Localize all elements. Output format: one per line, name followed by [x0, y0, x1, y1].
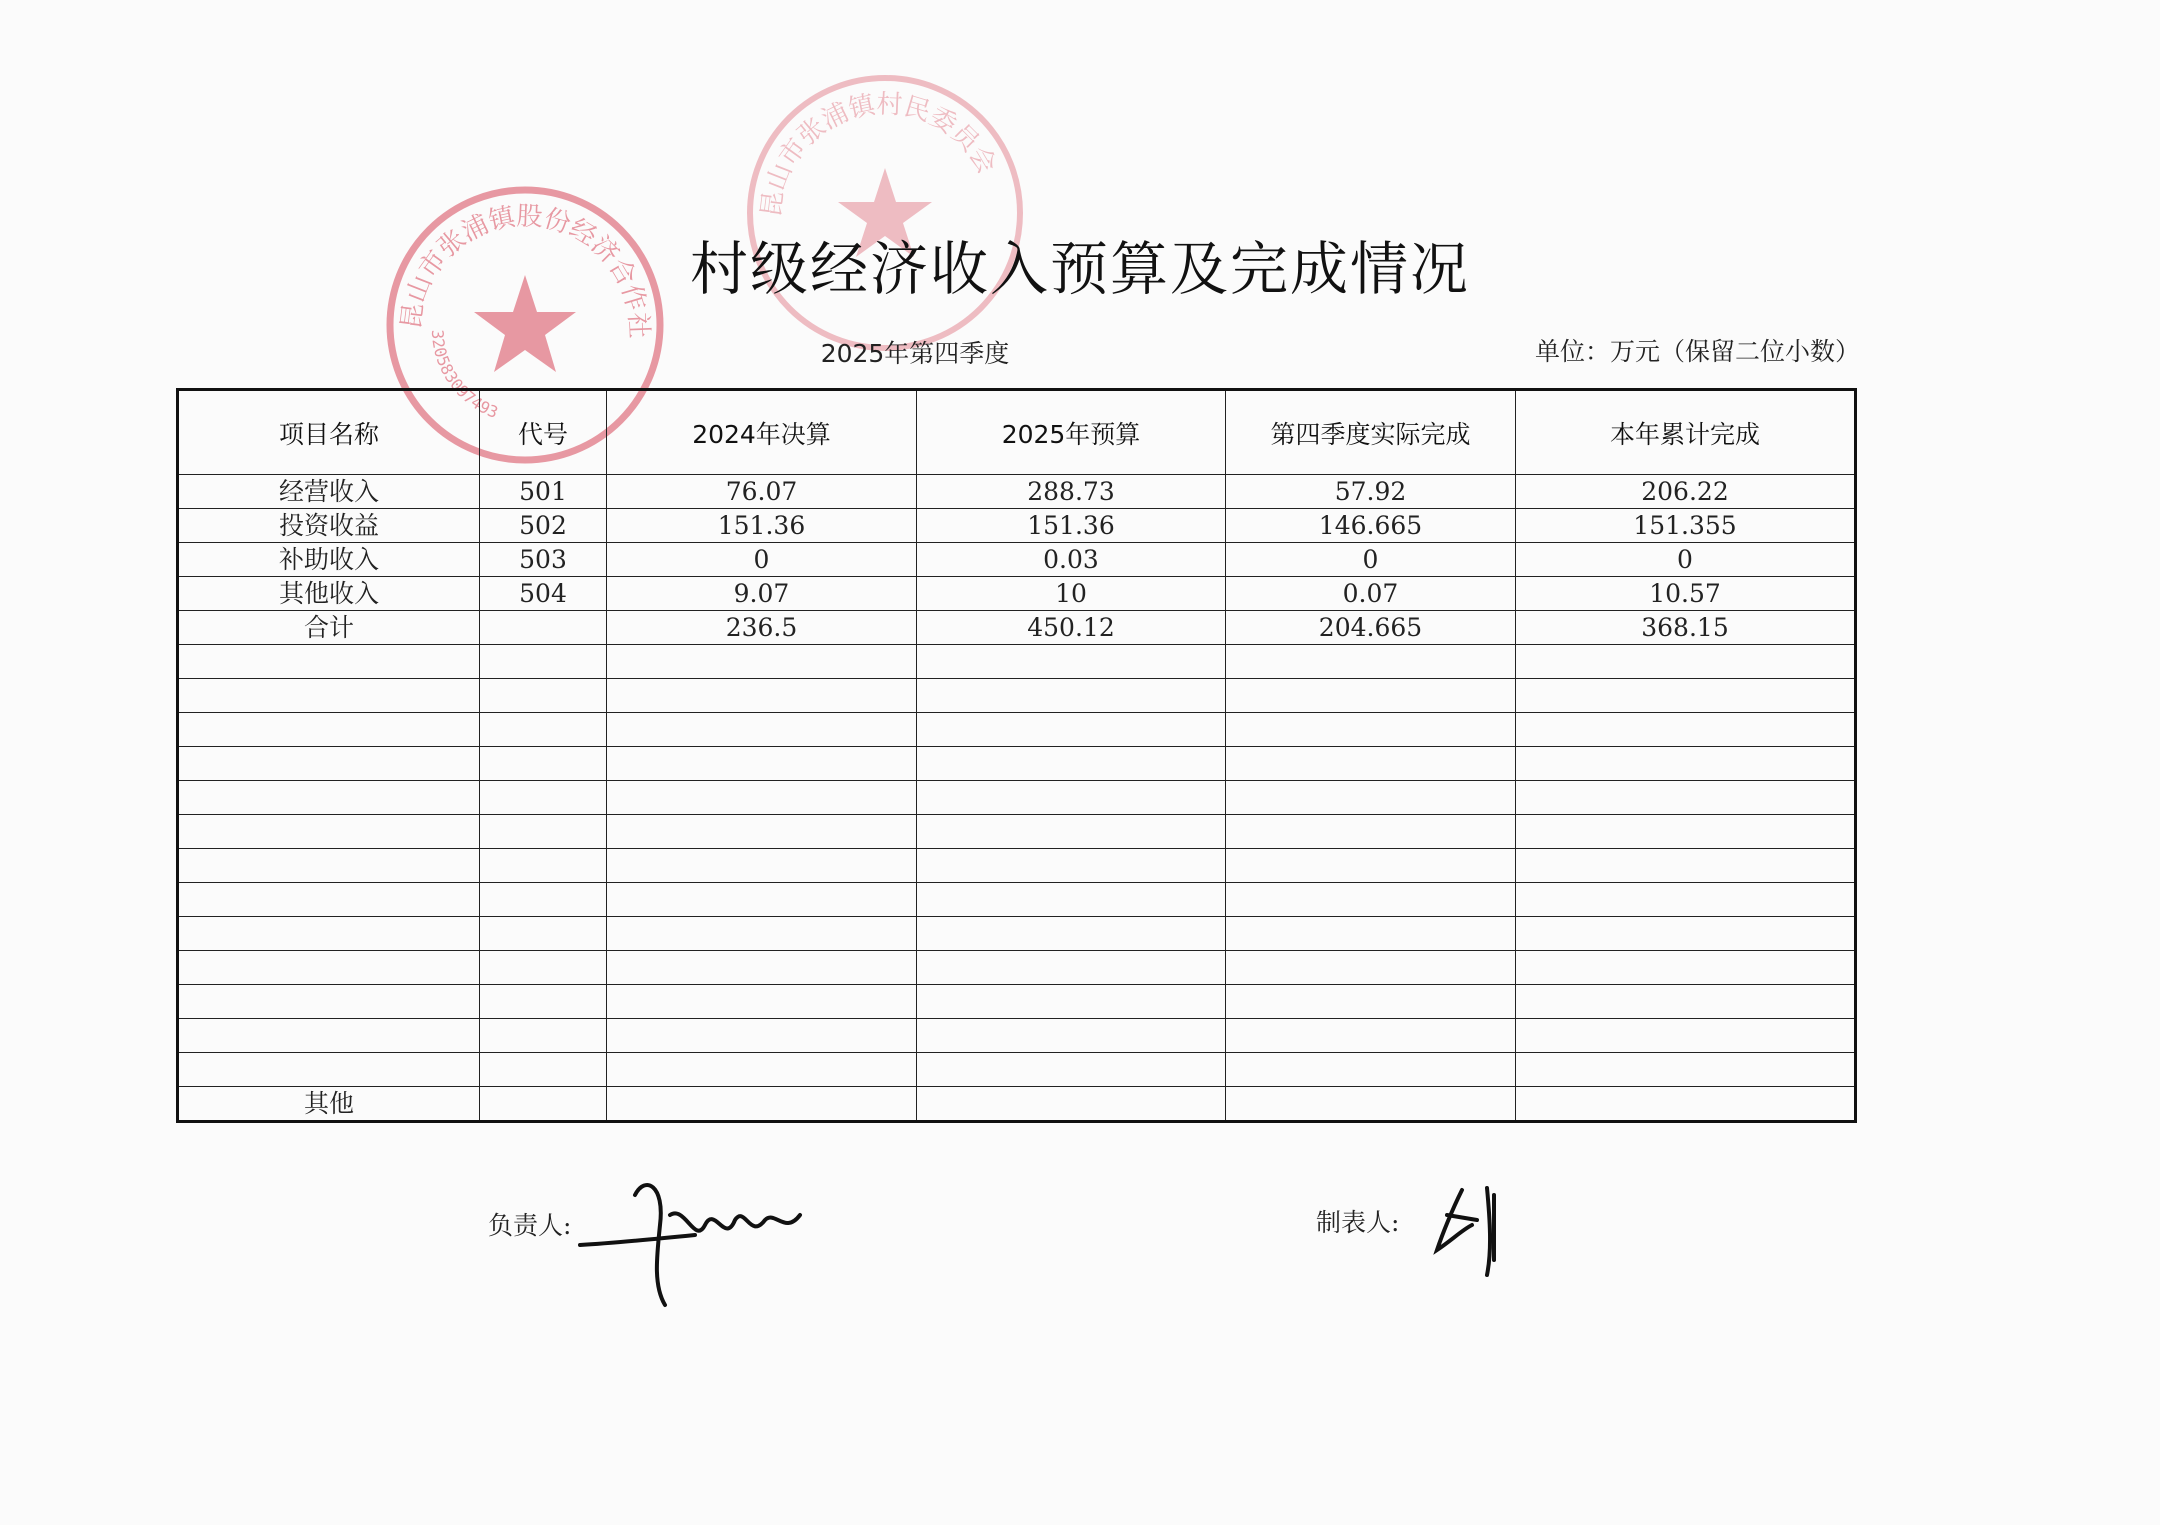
- empty-cell: [917, 849, 1226, 883]
- empty-cell: [607, 679, 917, 713]
- cell-q4-actual: 57.92: [1226, 475, 1516, 509]
- header-item-name: 项目名称: [178, 390, 480, 475]
- empty-cell: [917, 645, 1226, 679]
- empty-cell: [1516, 713, 1856, 747]
- cell-budget-2025: 288.73: [917, 475, 1226, 509]
- empty-cell: [917, 1053, 1226, 1087]
- cell-ytd-actual: 10.57: [1516, 577, 1856, 611]
- empty-cell: [1226, 645, 1516, 679]
- empty-cell: [607, 1053, 917, 1087]
- empty-cell: [607, 1087, 917, 1122]
- table-body: [178, 475, 1856, 1122]
- header-code: 代号: [480, 390, 607, 475]
- empty-cell: [917, 1087, 1226, 1122]
- empty-cell: [917, 713, 1226, 747]
- empty-cell: [480, 679, 607, 713]
- empty-table-row: [178, 1019, 1856, 1053]
- empty-cell: [1226, 883, 1516, 917]
- empty-cell: [1516, 1053, 1856, 1087]
- empty-cell: [917, 781, 1226, 815]
- empty-table-row: [178, 849, 1856, 883]
- empty-cell: [1516, 917, 1856, 951]
- empty-cell: [1516, 849, 1856, 883]
- cell-item-name: 经营收入: [178, 475, 480, 509]
- table-row: [178, 611, 1856, 645]
- cell-q4-actual: 146.665: [1226, 509, 1516, 543]
- empty-cell: [480, 1053, 607, 1087]
- income-budget-table: [176, 388, 1857, 1123]
- empty-cell: [607, 883, 917, 917]
- empty-cell: [1226, 781, 1516, 815]
- empty-table-row: [178, 951, 1856, 985]
- empty-cell: [1226, 917, 1516, 951]
- empty-cell: [917, 747, 1226, 781]
- empty-cell: [1516, 951, 1856, 985]
- cell-budget-2025: 10: [917, 577, 1226, 611]
- empty-cell: [1516, 747, 1856, 781]
- cell-final-2024: 151.36: [607, 509, 917, 543]
- empty-cell: [1226, 951, 1516, 985]
- empty-cell: [480, 883, 607, 917]
- unit-note: 单位：万元（保留二位小数）: [1534, 337, 1860, 366]
- empty-table-row: [178, 645, 1856, 679]
- table-row: [178, 475, 1856, 509]
- empty-cell: [1226, 1087, 1516, 1122]
- empty-cell: [480, 815, 607, 849]
- empty-cell: [178, 747, 480, 781]
- empty-table-row: [178, 679, 1856, 713]
- seal-left-text: 昆山市张浦镇股份经济合作社: [396, 201, 654, 340]
- empty-cell: [178, 951, 480, 985]
- document-title: 村级经济收入预算及完成情况: [689, 235, 1470, 303]
- empty-cell: [1226, 849, 1516, 883]
- header-q4-actual: 第四季度实际完成: [1226, 390, 1516, 475]
- cell-final-2024: 0: [607, 543, 917, 577]
- header-ytd-actual: 本年累计完成: [1516, 390, 1856, 475]
- empty-cell: [1516, 1087, 1856, 1122]
- empty-cell: [178, 781, 480, 815]
- cell-other-label: 其他: [178, 1087, 480, 1122]
- empty-cell: [178, 815, 480, 849]
- empty-table-row: [178, 815, 1856, 849]
- empty-cell: [1516, 645, 1856, 679]
- cell-ytd-actual: 0: [1516, 543, 1856, 577]
- table-header-row: [178, 390, 1856, 475]
- responsible-person-label: 负责人:: [488, 1211, 572, 1240]
- empty-cell: [1226, 713, 1516, 747]
- empty-cell: [607, 985, 917, 1019]
- cell-budget-2025: 151.36: [917, 509, 1226, 543]
- empty-cell: [1226, 1053, 1516, 1087]
- header-2024-final: 2024年决算: [607, 390, 917, 475]
- empty-cell: [480, 1087, 607, 1122]
- empty-cell: [917, 917, 1226, 951]
- empty-cell: [917, 1019, 1226, 1053]
- empty-cell: [178, 1019, 480, 1053]
- empty-cell: [480, 645, 607, 679]
- responsible-signature: [575, 1165, 815, 1315]
- empty-cell: [1516, 679, 1856, 713]
- empty-cell: [1516, 1019, 1856, 1053]
- empty-table-row: [178, 747, 1856, 781]
- empty-cell: [178, 713, 480, 747]
- cell-ytd-actual: 206.22: [1516, 475, 1856, 509]
- empty-cell: [480, 781, 607, 815]
- cell-ytd-actual: 151.355: [1516, 509, 1856, 543]
- empty-cell: [178, 849, 480, 883]
- empty-cell: [1226, 1019, 1516, 1053]
- seal-left-code: 320583097493: [427, 329, 501, 422]
- official-seal-right: [740, 68, 1030, 358]
- empty-table-row: [178, 917, 1856, 951]
- cell-code: [480, 611, 607, 645]
- empty-cell: [480, 917, 607, 951]
- cell-final-2024: 236.5: [607, 611, 917, 645]
- empty-cell: [178, 917, 480, 951]
- empty-cell: [1516, 985, 1856, 1019]
- empty-cell: [1226, 985, 1516, 1019]
- header-2025-budget: 2025年预算: [917, 390, 1226, 475]
- empty-cell: [607, 951, 917, 985]
- empty-table-row: [178, 713, 1856, 747]
- empty-cell: [607, 917, 917, 951]
- cell-item-name: 合计: [178, 611, 480, 645]
- empty-cell: [480, 713, 607, 747]
- cell-code: 502: [480, 509, 607, 543]
- empty-cell: [480, 849, 607, 883]
- empty-table-row: [178, 781, 1856, 815]
- empty-cell: [607, 713, 917, 747]
- empty-cell: [607, 1019, 917, 1053]
- empty-cell: [607, 747, 917, 781]
- cell-code: 504: [480, 577, 607, 611]
- preparer-label: 制表人:: [1316, 1208, 1400, 1237]
- table-row: [178, 577, 1856, 611]
- cell-item-name: 投资收益: [178, 509, 480, 543]
- empty-cell: [178, 645, 480, 679]
- empty-cell: [607, 815, 917, 849]
- empty-cell: [917, 985, 1226, 1019]
- cell-code: 503: [480, 543, 607, 577]
- report-period: 2025年第四季度: [820, 339, 1010, 368]
- cell-q4-actual: 204.665: [1226, 611, 1516, 645]
- empty-cell: [1516, 815, 1856, 849]
- cell-item-name: 补助收入: [178, 543, 480, 577]
- cell-code: 501: [480, 475, 607, 509]
- empty-table-row: [178, 1053, 1856, 1087]
- empty-cell: [178, 1053, 480, 1087]
- empty-cell: [607, 781, 917, 815]
- cell-q4-actual: 0.07: [1226, 577, 1516, 611]
- empty-table-row: [178, 883, 1856, 917]
- table-row: [178, 509, 1856, 543]
- cell-q4-actual: 0: [1226, 543, 1516, 577]
- cell-budget-2025: 0.03: [917, 543, 1226, 577]
- empty-cell: [178, 883, 480, 917]
- seal-right-text: 昆山市张浦镇村民委员会: [756, 89, 1002, 219]
- table-row-other: [178, 1087, 1856, 1122]
- empty-cell: [480, 747, 607, 781]
- empty-cell: [917, 815, 1226, 849]
- empty-cell: [480, 951, 607, 985]
- cell-item-name: 其他收入: [178, 577, 480, 611]
- empty-cell: [1516, 883, 1856, 917]
- empty-table-row: [178, 985, 1856, 1019]
- empty-cell: [607, 645, 917, 679]
- cell-budget-2025: 450.12: [917, 611, 1226, 645]
- empty-cell: [917, 679, 1226, 713]
- empty-cell: [607, 849, 917, 883]
- empty-cell: [917, 883, 1226, 917]
- empty-cell: [178, 985, 480, 1019]
- empty-cell: [1226, 747, 1516, 781]
- empty-cell: [480, 985, 607, 1019]
- empty-cell: [1226, 679, 1516, 713]
- empty-cell: [178, 679, 480, 713]
- table-row: [178, 543, 1856, 577]
- empty-cell: [480, 1019, 607, 1053]
- cell-final-2024: 9.07: [607, 577, 917, 611]
- cell-final-2024: 76.07: [607, 475, 917, 509]
- preparer-signature: [1432, 1180, 1512, 1280]
- empty-cell: [1516, 781, 1856, 815]
- cell-ytd-actual: 368.15: [1516, 611, 1856, 645]
- empty-cell: [917, 951, 1226, 985]
- empty-cell: [1226, 815, 1516, 849]
